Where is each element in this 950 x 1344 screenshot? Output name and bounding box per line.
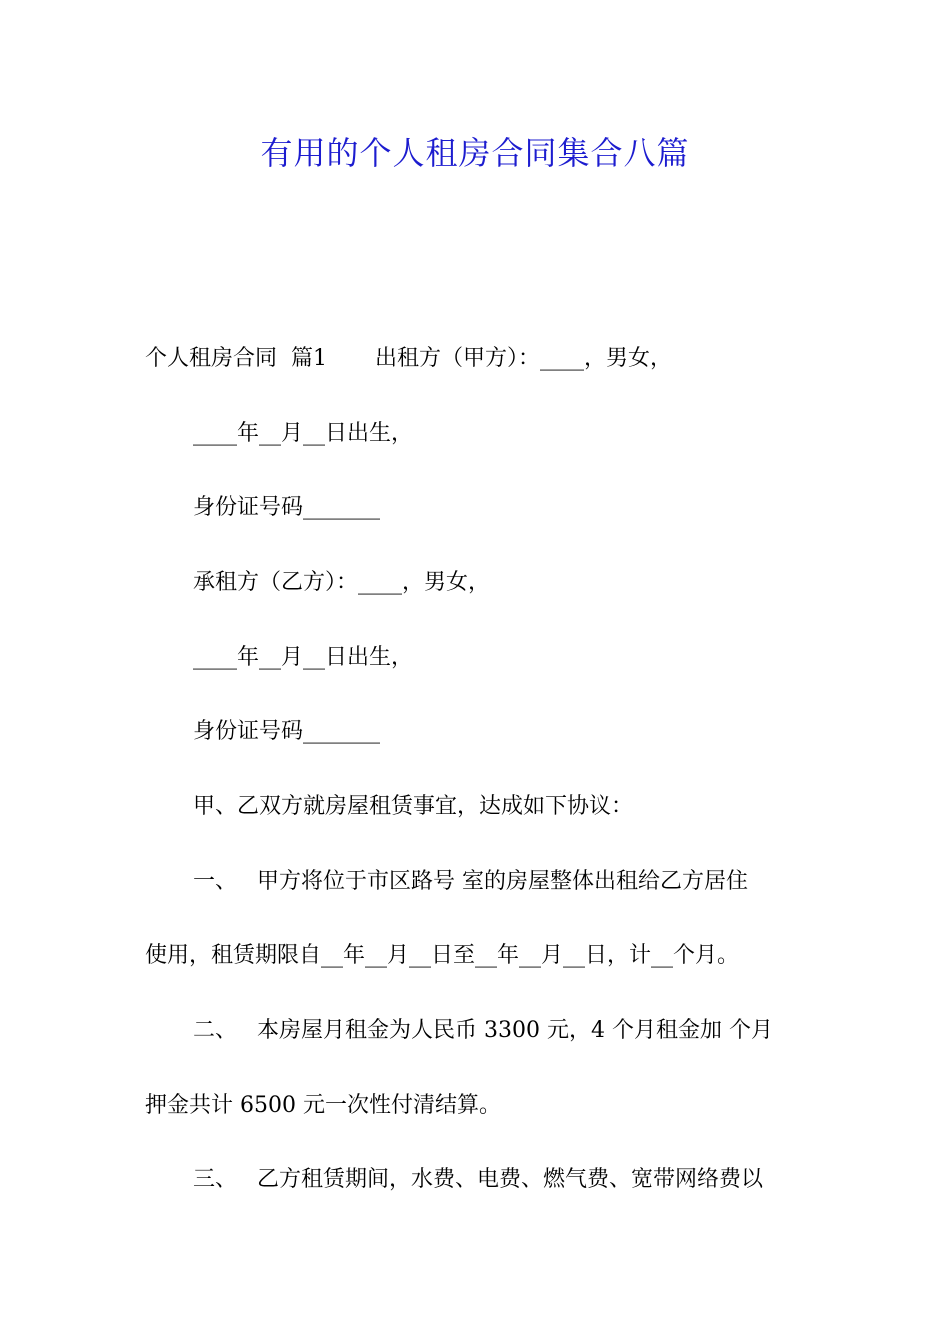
clause-1-first-line (193, 867, 748, 897)
clause-1-number: 一、 (193, 869, 238, 894)
clause-3-first-line (193, 1165, 763, 1195)
agreement-line: 甲、乙双方就房屋租赁事宜，达成如下协议： (193, 794, 634, 819)
clause-1-continuation: 使用，租赁期限自__年__月__日至__年__月__日，计__个月。 (145, 943, 740, 968)
clause-2-first-line (193, 1016, 773, 1046)
clause-3-number: 三、 (193, 1167, 238, 1192)
lessee-id-line: 身份证号码_______ (193, 719, 381, 744)
document-title: 有用的个人租房合同集合八篇 (260, 134, 690, 172)
lessee-birth-line: ____年__月__日出生， (193, 645, 414, 670)
contract-heading: 个人租房合同 篇1 (145, 346, 327, 371)
lessor-id-line: 身份证号码_______ (193, 495, 381, 520)
clause-2-number: 二、 (193, 1018, 238, 1043)
lessee-line: 承租方（乙方）：____，男女， (193, 570, 491, 595)
clause-2-text: 本房屋月租金为人民币 3300 元，4 个月租金加 个月 (257, 1018, 773, 1043)
lessor-birth-line: ____年__月__日出生， (193, 421, 414, 446)
clause-2-continuation: 押金共计 6500 元一次性付清结算。 (145, 1093, 501, 1118)
clause-3-text: 乙方租赁期间，水费、电费、燃气费、宽带网络费以 (257, 1167, 764, 1192)
lessor-info: 出租方（甲方）：____，男女， (374, 346, 672, 371)
clause-1-text: 甲方将位于市区路号 室的房屋整体出租给乙方居住 (257, 869, 748, 894)
intro-line (145, 344, 672, 374)
